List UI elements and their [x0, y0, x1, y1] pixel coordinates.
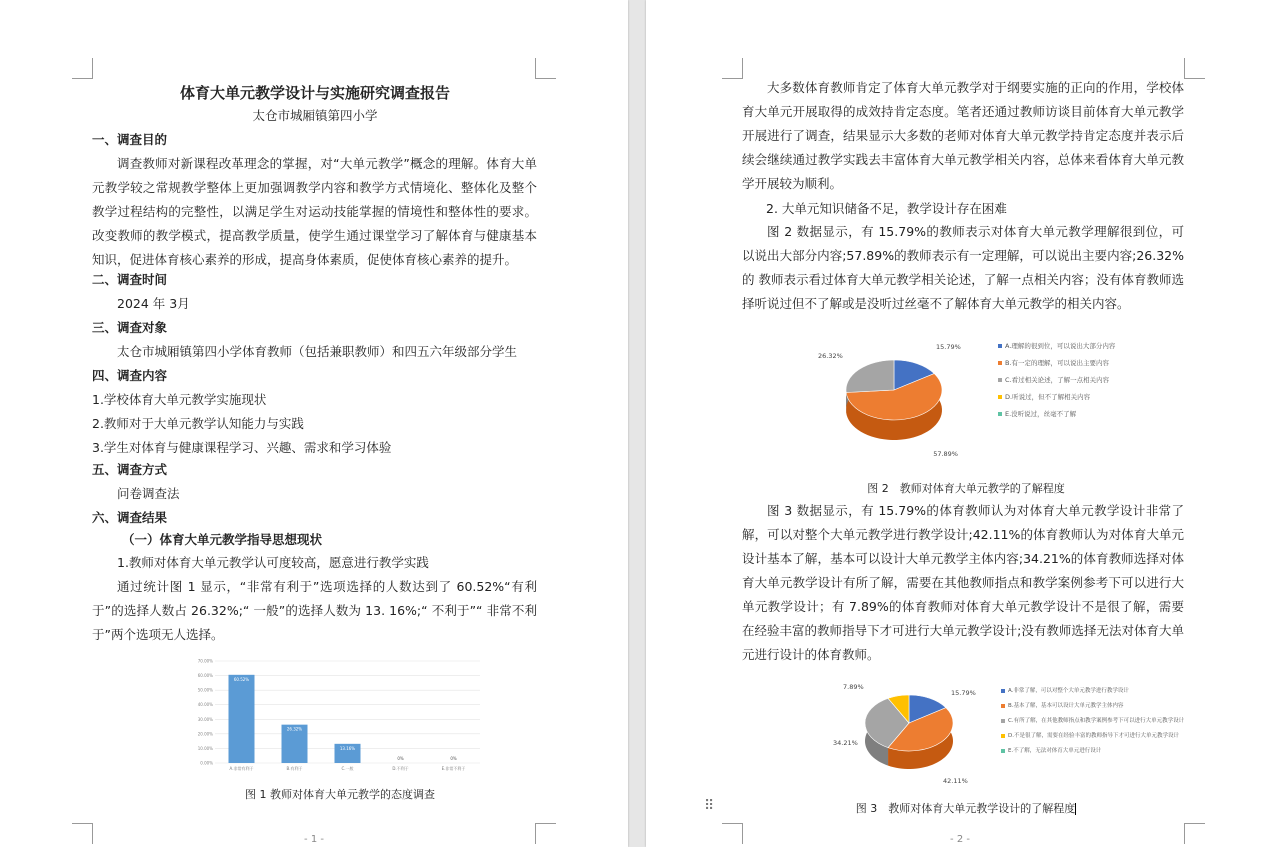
document-subtitle: 太仓市城厢镇第四小学	[252, 108, 378, 123]
legend-swatch	[998, 378, 1002, 382]
pie-chart-figure-2	[816, 335, 976, 460]
data-label: 60.52%	[233, 676, 250, 682]
bar	[229, 675, 255, 763]
pie-data-label: 34.21%	[833, 739, 858, 747]
page-number: - 2 -	[950, 834, 970, 845]
pie-data-label: 57.89%	[933, 450, 958, 458]
legend-entry	[1001, 688, 1141, 695]
subsection-heading: （一）体育大单元教学指导思想现状	[122, 532, 323, 547]
pie-slice	[846, 360, 894, 392]
figure-caption-text: 图 3 教师对体育大单元教学设计的了解程度	[855, 802, 1076, 815]
section-heading: 三、调查对象	[92, 320, 168, 335]
legend-entry	[1001, 718, 1185, 725]
figure-caption[interactable]	[796, 800, 1136, 816]
legend-swatch	[1001, 734, 1005, 738]
legend-swatch	[1001, 719, 1005, 723]
pie-data-label: 26.32%	[818, 352, 843, 360]
section-heading: 六、调查结果	[92, 510, 168, 525]
legend-entry	[1001, 748, 1141, 755]
y-tick-label: 0.00%	[200, 760, 213, 766]
x-tick-label: A.非常有利于	[229, 766, 254, 771]
body-paragraph: 图 2 数据显示，有 15.79%的教师表示对体育大单元教学理解很到位，可以说出大部分内容;57.89%的教师表示有一定理解，可以说出主要内容;26.32%的 教师表示看过体育大单元教学相关论述，了解一点相关内容；没有体育教师选择听说过但不了解或是没听过丝毫不了解体育大单元教学的相关内容。	[742, 224, 1184, 311]
y-tick-label: 40.00%	[197, 702, 213, 708]
y-tick-label: 20.00%	[197, 731, 213, 737]
margin-marker	[722, 58, 743, 79]
data-label: 26.32%	[286, 726, 303, 732]
margin-marker	[535, 58, 556, 79]
body-paragraph: 大多数体育教师肯定了体育大单元教学对于纲要实施的正向的作用，学校体 育大单元开展取得的成效持肯定态度。笔者还通过教师访谈目前体育大单元教学开展进行了调查，结果显示大多数的老师对体育大单元教学持肯定态度并表示后续会继续通过教学实践去丰富体育大单元教学相关内容，总体来看体育大单元教学开展较为顺利。	[742, 80, 1184, 191]
list-item: 3.学生对体育与健康课程学习、兴趣、需求和学习体验	[92, 440, 392, 455]
data-label: 0%	[397, 756, 404, 761]
legend-label: A.非常了解，可以对整个大单元教学进行教学设计	[1008, 688, 1129, 694]
section-text: 2024 年 3月	[117, 296, 190, 311]
chart-legend-figure-2	[998, 342, 1115, 427]
pie-data-label: 42.11%	[943, 777, 968, 785]
figure-caption: 图 2 教师对体育大单元教学的了解程度	[867, 482, 1065, 495]
legend-entry	[998, 342, 1115, 351]
bar-chart-figure-1	[195, 655, 485, 780]
point-heading: 2. 大单元知识储备不足，教学设计存在困难	[766, 201, 1007, 216]
document-page-1	[0, 0, 628, 847]
y-tick-label: 60.00%	[197, 673, 213, 679]
x-tick-label: D.不利于	[392, 766, 409, 771]
legend-label: B.有一定的理解，可以说出主要内容	[1005, 359, 1110, 367]
legend-label: C.有所了解，在其他教师指点和教学案例参考下可以进行大单元教学设计	[1008, 718, 1185, 724]
pie-data-label: 15.79%	[951, 689, 976, 697]
legend-label: C.看过相关论述，了解一点相关内容	[1005, 376, 1110, 384]
legend-label: A.理解的很到位，可以说出大部分内容	[1005, 342, 1116, 350]
list-item: 2.教师对于大单元教学认知能力与实践	[92, 416, 304, 431]
legend-entry	[998, 359, 1115, 368]
page-number: - 1 -	[304, 834, 324, 845]
drag-handle-icon[interactable]: ⠿	[704, 798, 715, 814]
x-tick-label: C.一般	[341, 766, 354, 771]
legend-entry	[998, 376, 1115, 385]
text-cursor	[1075, 803, 1076, 815]
list-item: 1.学校体育大单元教学实施现状	[92, 392, 267, 407]
legend-swatch	[998, 412, 1002, 416]
y-tick-label: 70.00%	[197, 658, 213, 664]
section-heading: 四、调查内容	[92, 368, 168, 383]
margin-marker	[72, 58, 93, 79]
legend-swatch	[1001, 704, 1005, 708]
legend-label: E.没听说过，丝毫不了解	[1005, 410, 1077, 418]
legend-swatch	[998, 395, 1002, 399]
legend-swatch	[998, 344, 1002, 348]
chart-legend-figure-3	[1001, 688, 1185, 763]
legend-label: B.基本了解，基本可以设计大单元教学主体内容	[1008, 703, 1124, 709]
x-tick-label: E.非常不利于	[441, 766, 466, 771]
legend-label: E.不了解，无法对体育大单元进行设计	[1008, 748, 1102, 754]
section-paragraph: 调查教师对新课程改革理念的掌握，对“大单元教学”概念的理解。体育大单元教学较之常规教学整体上更加强调教学内容和教学方式情境化、整体化及整个教学过程结构的完整性，以满足学生对运动技能掌握的情境性和整体性的要求。改变教师的教学模式，提高教学质量，使学生通过课堂学习了解体育与健康基本知识，促进体育核心素养的形成，提高身体素质，促使体育核心素养的提升。	[92, 156, 537, 267]
section-text: 太仓市城厢镇第四小学体育教师（包括兼职教师）和四五六年级部分学生	[117, 344, 518, 359]
point-heading: 1.教师对体育大单元教学认可度较高，愿意进行教学实践	[117, 555, 429, 570]
legend-entry	[998, 393, 1115, 402]
section-paragraph: 通过统计图 1 显示，“非常有利于”选项选择的人数达到了 60.52%“有利于”的选择人数占 26.32%;“ 一般”的选择人数为 13. 16%;“ 不利于”“ 非常不利于”两个选项无人选择。	[92, 579, 537, 642]
section-text: 问卷调查法	[117, 486, 180, 501]
pie-data-label: 7.89%	[843, 683, 864, 691]
legend-entry	[998, 410, 1115, 419]
section-heading: 二、调查时间	[92, 272, 168, 287]
pie-data-label: 15.79%	[936, 343, 961, 351]
document-page-2	[646, 0, 1274, 847]
y-tick-label: 10.00%	[197, 745, 213, 751]
legend-label: D.听说过，但不了解相关内容	[1005, 393, 1091, 401]
document-title: 体育大单元教学设计与实施研究调查报告	[179, 84, 450, 102]
legend-swatch	[998, 361, 1002, 365]
legend-label: D.不是很了解，需要在经验丰富的教师指导下才可进行大单元教学设计	[1008, 733, 1179, 739]
data-label: 0%	[450, 756, 457, 761]
data-label: 13.16%	[339, 745, 356, 751]
x-tick-label: B.有利于	[286, 766, 303, 771]
legend-entry	[1001, 733, 1179, 740]
pie-chart-figure-3	[831, 675, 991, 790]
legend-swatch	[1001, 689, 1005, 693]
body-paragraph: 图 3 数据显示，有 15.79%的体育教师认为对体育大单元教学设计非常了解，可以对整个大单元教学进行教学设计;42.11%的体育教师认为对体育大单元设计基本了解，基本可以设计大单元教学主体内容;34.21%的体育教师选择对体育大单元教学设计有所了解，需要在其他教师指点和教学案例参考下可以进行大单元教学设计；有 7.89%的体育教师对体育大单元教学设计不是很了解，需要在经验丰富的教师指导下才可进行大单元教学设计;没有教师选择无法对体育大单元进行设计的体育教师。	[742, 503, 1184, 662]
section-heading: 一、调查目的	[92, 132, 168, 147]
figure-caption: 图 1 教师对体育大单元教学的态度调查	[245, 788, 435, 801]
section-heading: 五、调查方式	[92, 462, 168, 477]
y-tick-label: 50.00%	[197, 687, 213, 693]
y-tick-label: 30.00%	[197, 716, 213, 722]
legend-entry	[1001, 703, 1141, 710]
margin-marker	[1184, 58, 1205, 79]
legend-swatch	[1001, 749, 1005, 753]
